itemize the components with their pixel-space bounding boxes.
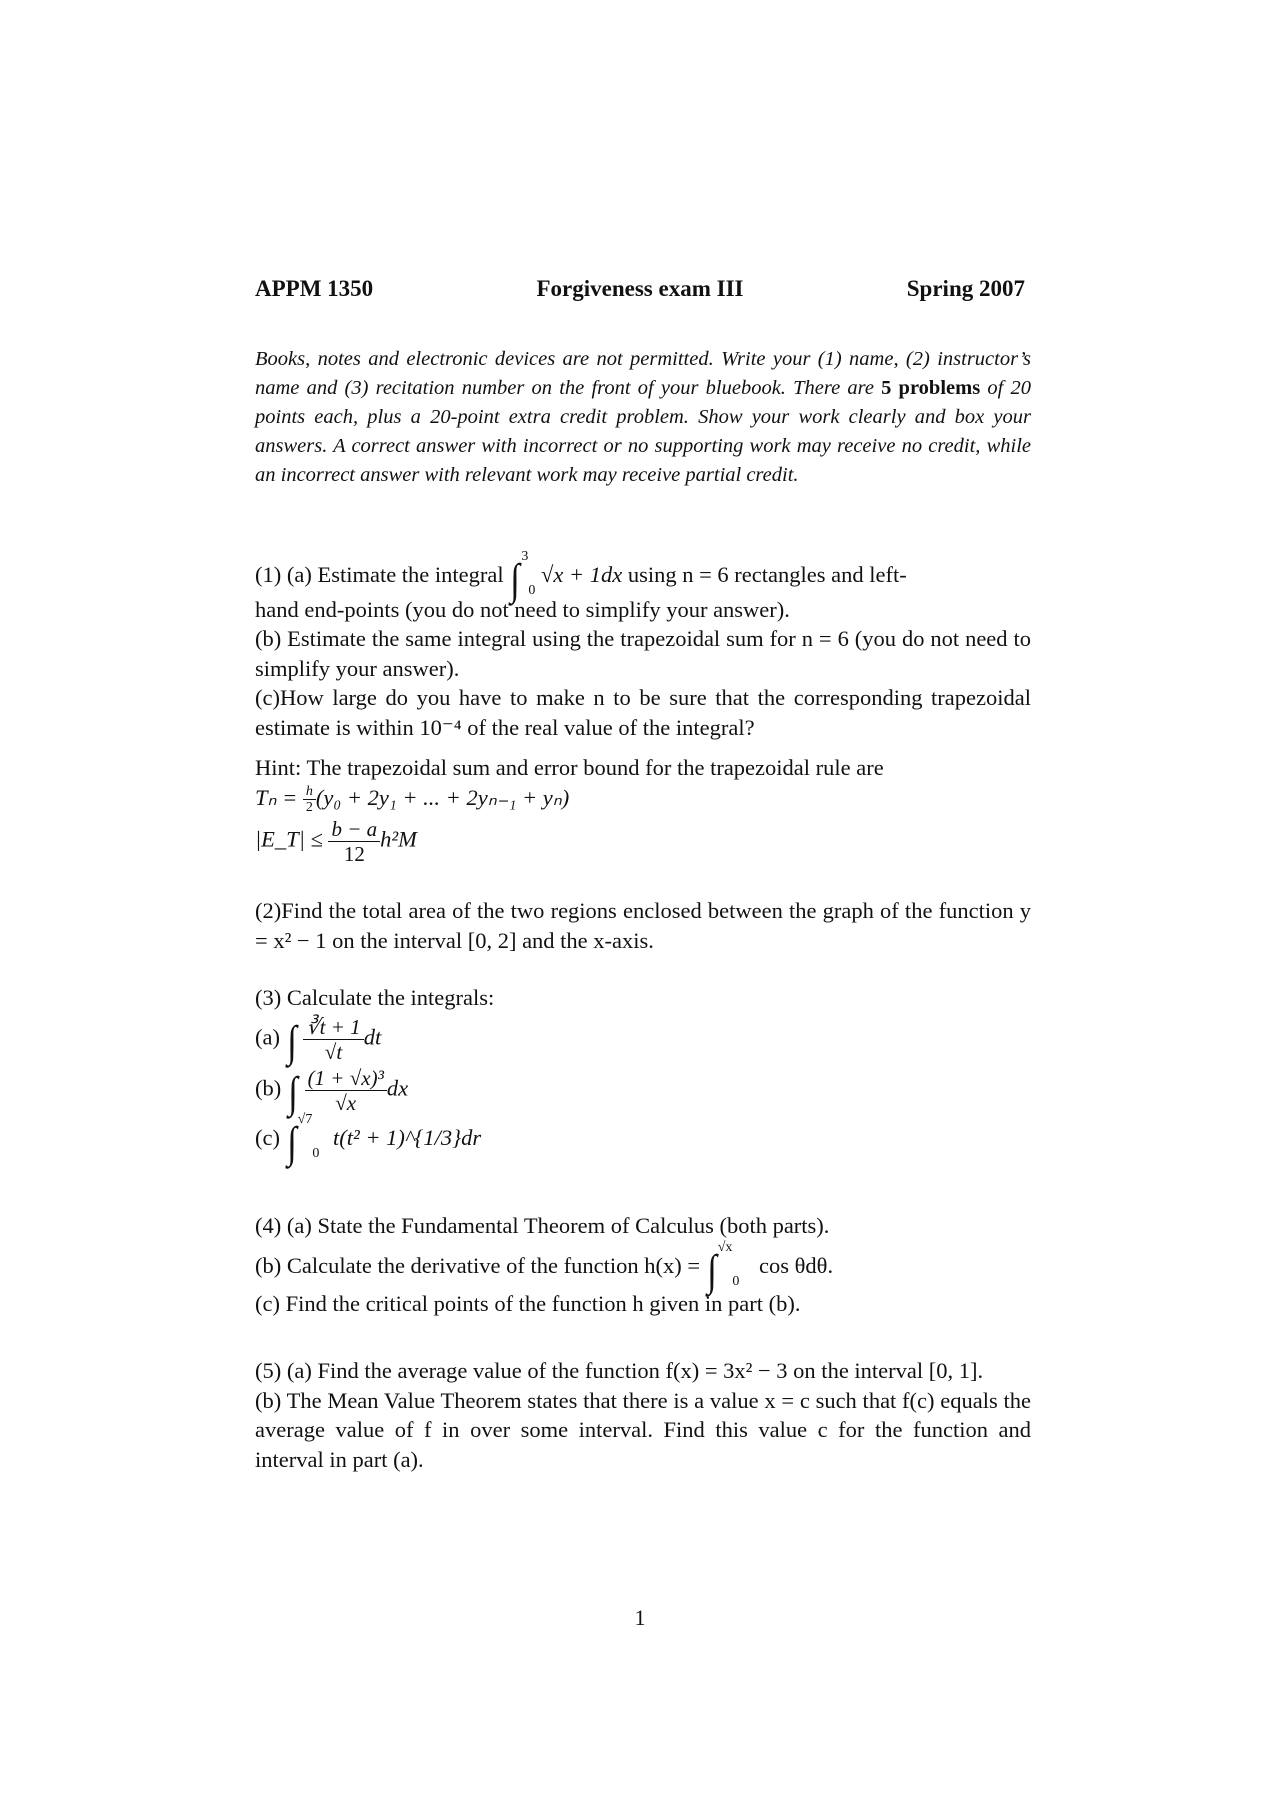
integral-symbol: ∫ xyxy=(286,1017,297,1067)
problem-1b: (b) Estimate the same integral using the trapezoidal sum for n = 6 (you do not need to simplify your answer). xyxy=(255,626,1031,681)
problem-3a-differential: dt xyxy=(363,1024,382,1050)
problem-1a-continued: hand end-points (you do not need to simplify your answer). xyxy=(255,596,790,622)
error-bound-formula xyxy=(255,817,1031,866)
trapezoid-fraction xyxy=(303,784,316,815)
integral-symbol: ∫ xyxy=(706,1245,717,1295)
instructions-bold: 5 problems xyxy=(881,377,981,399)
exam-title: Forgiveness exam III xyxy=(536,276,744,301)
problem-4b xyxy=(255,1239,1031,1295)
problem-3a-denominator: √t xyxy=(324,1039,343,1064)
problem-5a: (5) (a) Find the average value of the function f(x) = 3x² − 3 on the interval [0, 1]. xyxy=(255,1358,984,1383)
integral-symbol: ∫ xyxy=(288,1068,298,1118)
problem-2: (2)Find the total area of the two regions enclosed between the graph of the function y = x² − 1 on the interval [0, 2] and the x-axis. xyxy=(255,898,1031,953)
problem-4c: (c) Find the critical points of the function h given in part (b). xyxy=(255,1291,801,1316)
problem-4b-integrand: cos θdθ. xyxy=(759,1252,834,1278)
error-bound-lhs: |E_T| ≤ xyxy=(255,826,329,852)
trapezoid-frac-num: h xyxy=(303,784,316,800)
error-bound-frac-num: b − a xyxy=(328,817,380,842)
problem-3a-fraction xyxy=(303,1015,363,1064)
problem-1a-line xyxy=(255,549,1031,604)
problem-5b: (b) The Mean Value Theorem states that there is a value x = c such that f(c) equals the average value of f in over some interval. Find this value c for the function and interval in part (a). xyxy=(255,1387,1031,1472)
trapezoid-frac-den: 2 xyxy=(305,799,313,815)
problem-1a-text: (1) (a) Estimate the integral xyxy=(255,562,504,587)
trapezoid-lhs: Tₙ = xyxy=(255,784,303,810)
problem-3b xyxy=(255,1065,1031,1118)
trapezoid-formula xyxy=(255,783,1031,815)
problem-5 xyxy=(255,1356,1031,1474)
problem-3-title: (3) Calculate the integrals: xyxy=(255,985,495,1010)
problem-3c-integrand: t(t² + 1)^{1/3}dr xyxy=(332,1124,482,1150)
instructions-paragraph xyxy=(255,345,1031,490)
problem-3b-differential: dx xyxy=(386,1075,409,1101)
trapezoid-rhs: (y₀ + 2y₁ + ... + 2yₙ₋₁ + yₙ) xyxy=(315,784,570,810)
problem-3a-label: (a) xyxy=(255,1024,280,1050)
problem-3c-label: (c) xyxy=(255,1124,280,1150)
integral-lower-limit: 0 xyxy=(528,583,536,598)
integral-upper-limit: √x xyxy=(717,1239,733,1255)
problem-4 xyxy=(255,1211,1031,1319)
problem-1-hint: Hint: The trapezoidal sum and error bound for the trapezoidal rule are xyxy=(255,755,884,780)
integral-lower-limit: 0 xyxy=(312,1145,320,1161)
course-code: APPM 1350 xyxy=(255,276,374,301)
problem-4b-text: (b) Calculate the derivative of the function h(x) = xyxy=(255,1252,701,1278)
problem-3b-fraction xyxy=(305,1066,387,1115)
error-bound-fraction xyxy=(328,817,380,866)
problem-4a: (4) (a) State the Fundamental Theorem of Calculus (both parts). xyxy=(255,1213,830,1238)
instructions-text-1: Books, notes and electronic devices are not permitted. Write your (1) name, (2) instructor’s name and (3) recitation number on the front of your bluebook. There are xyxy=(255,348,1031,399)
problem-1c: (c)How large do you have to make n to be sure that the corresponding trapezoidal estimate is within 10⁻⁴ of the real value of the integral? xyxy=(255,685,1031,740)
problem-3b-numerator: (1 + √x)³ xyxy=(305,1066,387,1091)
integral-upper-limit: 3 xyxy=(521,549,529,564)
integral-symbol: ∫ xyxy=(286,1117,297,1167)
problem-1a-text-post: using n = 6 rectangles and left- xyxy=(627,562,907,587)
problem-3a-numerator: ∛t + 1 xyxy=(303,1015,363,1040)
exam-term: Spring 2007 xyxy=(906,276,1025,301)
problem-3c xyxy=(255,1111,1031,1167)
problem-3b-label: (b) xyxy=(255,1075,282,1101)
integral-upper-limit: √7 xyxy=(297,1111,313,1127)
problem-3b-denominator: √x xyxy=(335,1090,357,1115)
problem-3a xyxy=(255,1014,1031,1067)
page-number: 1 xyxy=(634,1605,646,1630)
problem-3 xyxy=(255,983,1031,1167)
problem-1 xyxy=(255,549,1031,866)
problem-1a-integrand: √x + 1dx xyxy=(540,562,623,587)
integral-symbol: ∫ xyxy=(510,555,521,604)
instructions-text-2: of 20 points each, plus a 20-point extra credit problem. Show your work clearly and box your answers. A correct answer with incorrect or no supporting work may receive no credit, while an incorrect answer with relevant work may receive partial credit. xyxy=(255,377,1032,486)
error-bound-frac-den: 12 xyxy=(343,841,365,866)
error-bound-rhs: h²M xyxy=(380,826,417,852)
integral-lower-limit: 0 xyxy=(732,1273,740,1289)
